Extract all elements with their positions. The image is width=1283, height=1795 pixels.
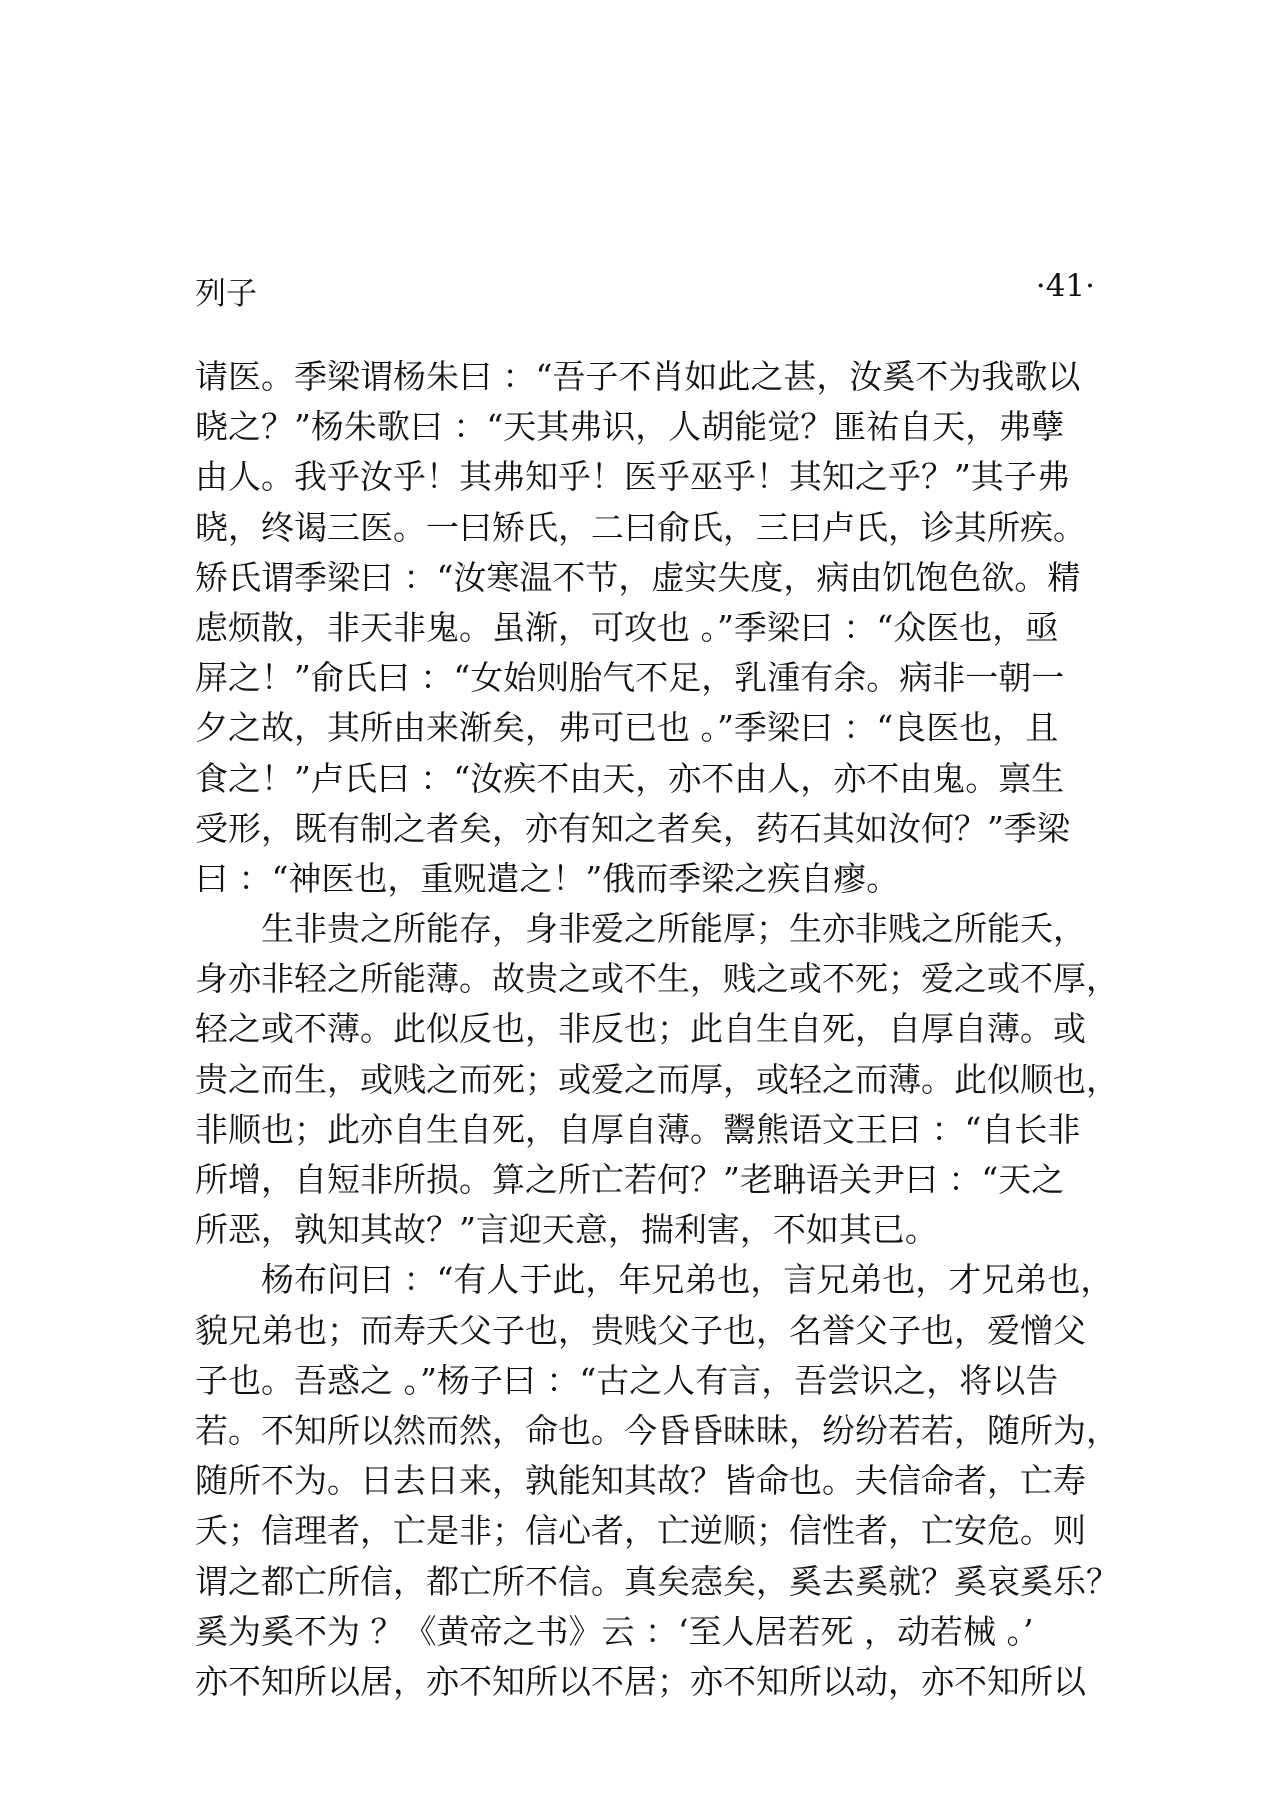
text-line: 受形，既有制之者矣，亦有知之者矣，药石其如汝何？”季梁	[195, 808, 1070, 848]
text-line: 轻之或不薄。此似反也，非反也；此自生自死，自厚自薄。或	[195, 1009, 1086, 1049]
text-line: 虑烦散，非天非鬼。虽渐，可攻也 。”季梁曰 ：“众医也，亟	[195, 607, 1059, 647]
body-text	[195, 352, 1119, 1707]
text-line: 晓，终谒三医。一曰矫氏，二曰俞氏，三曰卢氏，诊其所疾。	[195, 507, 1086, 547]
text-line: 晓之？”杨朱歌曰 ：“天其弗识，人胡能觉？匪祐自天，弗孽	[195, 407, 1065, 447]
text-line: 亦不知所以居，亦不知所以不居；亦不知所以动，亦不知所以	[195, 1661, 1086, 1701]
text-line: 贵之而生，或贱之而死；或爱之而厚，或轻之而薄。此似顺也，	[195, 1059, 1119, 1099]
text-line: 曰 ：“神医也，重贶遣之！”俄而季梁之疾自瘳。	[195, 858, 900, 898]
page-number: ·41·	[1035, 268, 1095, 304]
text-line: 身亦非轻之所能薄。故贵之或不生，贱之或不死；爱之或不厚，	[195, 959, 1119, 999]
text-line: 夕之故，其所由来渐矣，弗可已也 。”季梁曰 ：“良医也，且	[195, 708, 1059, 748]
text-line: 非顺也；此亦自生自死，自厚自薄。鬻熊语文王曰 ：“自长非	[195, 1109, 1081, 1149]
text-line: 屏之！”俞氏曰 ：“女始则胎气不足，乳湩有余。病非一朝一	[195, 658, 1065, 698]
text-line: 所恶，孰知其故？”言迎天意，揣利害，不如其已。	[195, 1210, 938, 1250]
text-line: 貌兄弟也；而寿夭父子也，贵贱父子也，名誉父子也，爱憎父	[195, 1310, 1086, 1350]
text-line: 子也。吾惑之 。”杨子曰 ：“古之人有言，吾尝识之，将以告	[195, 1360, 1059, 1400]
text-line: 食之！”卢氏曰 ：“汝疾不由天，亦不由人，亦不由鬼。禀生	[195, 758, 1065, 798]
book-title: 列子	[195, 276, 257, 312]
text-line: 请医。季梁谓杨朱曰 ：“吾子不肖如此之甚，汝奚不为我歌以	[195, 357, 1081, 396]
text-line: 所增，自短非所损。算之所亡若何？”老聃语关尹曰 ：“天之	[195, 1160, 1065, 1199]
paragraph-first-line: 生非贵之所能存，身非爱之所能厚；生亦非贱之所能夭，	[261, 909, 1086, 949]
text-line: 矫氏谓季梁曰 ：“汝寒温不节，虚实失度，病由饥饱色欲。精	[195, 557, 1081, 597]
text-line: 由人。我乎汝乎！其弗知乎！医乎巫乎！其知之乎？”其子弗	[195, 457, 1070, 497]
text-line: 随所不为。日去日来，孰能知其故？皆命也。夫信命者，亡寿	[195, 1461, 1086, 1501]
paragraph-first-line: 杨布问曰 ：“有人于此，年兄弟也，言兄弟也，才兄弟也，	[261, 1260, 1114, 1300]
text-line: 谓之都亡所信，都亡所不信。真矣悫矣，奚去奚就？奚哀奚乐？	[195, 1561, 1119, 1601]
text-line: 夭；信理者，亡是非；信心者，亡逆顺；信性者，亡安危。则	[195, 1511, 1086, 1551]
text-line: 若。不知所以然而然，命也。今昏昏昧昧，纷纷若若，随所为，	[195, 1410, 1119, 1450]
running-head	[195, 268, 1095, 318]
text-line: 奚为奚不为 ？《黄帝之书》云 ：‘至人居若死 ，动若械 。’	[195, 1611, 1034, 1651]
